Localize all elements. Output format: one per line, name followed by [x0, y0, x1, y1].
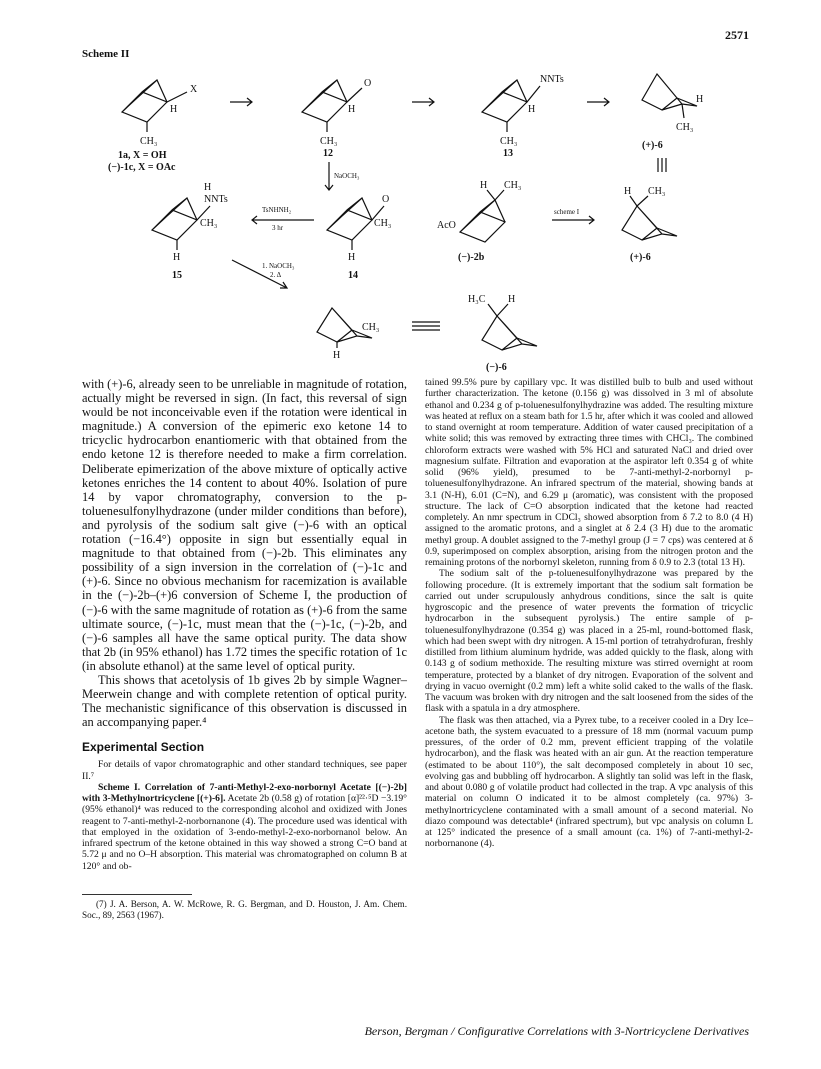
section-title: Experimental Section — [82, 740, 205, 755]
label-o-12: O — [364, 78, 372, 89]
label-o-14: O — [382, 194, 390, 205]
identity-sign-2 — [412, 322, 440, 330]
label-ch3-1: CH₃ — [140, 136, 158, 147]
scheme-svg — [82, 60, 762, 380]
arrow-1 — [230, 98, 252, 106]
arrow-3 — [587, 98, 609, 106]
label-h-14: H — [348, 252, 356, 263]
footnote-rule — [82, 894, 192, 895]
reagent-naoch3: NaOCH₃ — [334, 172, 360, 180]
label-h-6b: H — [624, 186, 632, 197]
label-h-neg6: H — [508, 294, 516, 305]
compound-1a: 1a, X = OH — [118, 150, 167, 161]
label-ch3-15: CH₃ — [200, 218, 218, 229]
right-paragraph-2: The sodium salt of the p-toluenesulfonylhydrazone was prepared by the following procedure. (It is extremely important that the sodium salt formation be carried out under scrupulously anhydrous conditions, since the salt is quite hygroscopic and the presence of water prevents the formation of tricyclic hydrocarbon in the subsequent pyrolysis.) The entire sample of p-toluenesulfonylhydrazone (0.354 g) was placed in a 25-ml, round-bottomed flask, which had been swept with dry nitrogen. A 15-ml portion of tetrahydrofuran, freshly distilled from lithium aluminum hydride, was added quickly to the flask, along with 0.143 g of sodium methoxide. The resulting mixture was stirred overnight at room temperature, protected by a blanket of dry nitrogen. Evaporation of the solvent and drying in vacuo overnight (0.2 mm) left a white solid caked to the walls of the flask. The vacuum was broken with dry nitrogen and the salt loosened from the sides of the flask with a spatula in a dry atmosphere. — [425, 568, 753, 715]
right-paragraph-1: tained 99.5% pure by capillary vpc. It was distilled bulb to bulb and used without further characterization. The ketone (0.156 g) was dissolved in 3 ml of absolute ethanol and 0.234 g of p-toluenesulfonylhydrazine was added. The resulting mixture was heated at reflux on a steam bath for 1.5 hr, after which it was cooled and allowed to stand overnight at room temperature. Addition of water caused precipitation of a white solid; this was removed by extracting three times with CHCl₃. The combined chloroform extracts were washed with 5% HCl and saturated NaCl and dried over magnesium sulfate. Filtration and evaporation at the aspirator left 0.354 g of white solid (96% yield), presumed to be 7-anti-methyl-2-norbornyl p-toluenesulfonylhydrazone. An infrared spectrum of the material, showing bands at 3.1 (N-H), 6.01 (C=N), and 6.29 μ (aromatic), was consistent with the proposed structure. The lack of C=O absorption indicated that the ketone had reacted completely. An nmr spectrum in CDCl₃ showed absorption from δ 7.2 to 8.0 (4 H) assigned to the aromatic protons, and a singlet at δ 2.4 (3 H) due to the aromatic methyl group. A doublet assigned to the 7-methyl group (J = 7 cps) was centered at δ 0.9, superimposed on complex absorption, arising from the nitrogen proton and the remaining protons of the norbornyl skeleton, running from δ 0.9 to 2.3 (total 13 H). — [425, 377, 753, 568]
reagent-3hr: 3 hr — [272, 224, 284, 232]
left-column — [82, 377, 407, 921]
compound-15: 15 — [172, 270, 182, 281]
left-paragraph-2: This shows that acetolysis of 1b gives 2b by simple Wagner–Meerwein change and with complete retention of optical purity. The mechanistic significance of this observation is discussed in an accompanying paper.⁴ — [82, 672, 407, 730]
structure-pos6 — [642, 74, 697, 118]
label-aco: AcO — [437, 220, 456, 231]
arrow-scheme-i — [552, 216, 594, 224]
label-h-15: H — [204, 182, 212, 193]
label-h-product: H — [333, 350, 341, 361]
label-x: X — [190, 84, 198, 95]
label-ch3-13: CH₃ — [500, 136, 518, 147]
reagent-step1: 1. NaOCH₃ — [262, 262, 295, 270]
label-ch3-6b: CH₃ — [648, 186, 666, 197]
compound-12: 12 — [323, 148, 333, 159]
structure-2b — [460, 190, 505, 242]
label-ch3-product: CH₃ — [362, 322, 380, 333]
experimental-paragraph-1: For details of vapor chromatographic and other standard techniques, see paper II.⁷ — [82, 759, 407, 782]
arrow-back — [252, 216, 314, 224]
right-paragraph-3: The flask was then attached, via a Pyrex tube, to a receiver cooled in a Dry Ice–acetone bath, the system evacuated to a pressure of 18 mm (normal vacuum pump pressures, of the order of 0.2 mm, prevent efficient trapping of the volatile hydrocarbon), and the flask was heated with an air gun. At the reaction temperature (estimated to be about 110°), the salt decomposed completely in about 10 sec, evolving gas and bubbling off hydrocarbon. A slightly tan solid was left in the flask, and about 0.080 g of volatile product had collected in the trap. A vpc analysis of this material on column O indicated it to be almost completely (ca. 97%) 3-methylnortricyclene contaminated with a small amount of a second material. No diazo compound was detectable⁴ (infrared spectrum), but vpc analysis on column L at 125° indicated the presence of a small amount (ca. 1%) of 7-anti-methyl-2-norbornanone (4). — [425, 714, 753, 850]
arrow-2 — [412, 98, 434, 106]
compound-pos6: (+)-6 — [642, 140, 663, 151]
compound-neg6: (−)-6 — [486, 362, 507, 373]
label-ch3-2b: CH₃ — [504, 180, 522, 191]
page-number: 2571 — [725, 28, 749, 42]
reagent-step2: 2. Δ — [270, 271, 282, 279]
label-h-6: H — [696, 94, 704, 105]
footnote-7: (7) J. A. Berson, A. W. McRowe, R. G. Bergman, and D. Houston, J. Am. Chem. Soc., 89, 2563 (1967). — [82, 898, 407, 920]
label-h-2b: H — [480, 180, 488, 191]
label-h2-15: H — [173, 252, 181, 263]
label-nnts-15: NNTs — [204, 194, 228, 205]
label-ch3-12: CH₃ — [320, 136, 338, 147]
right-column — [425, 377, 753, 850]
reagent-tsnhnh2: TsNHNH₂ — [262, 206, 292, 214]
label-h3c: H₃C — [468, 294, 486, 305]
experimental-body: Acetate 2b (0.58 g) of rotation [α]²²·⁵D −3.19° (95% ethanol)⁴ was reduced to the corresponding alcohol and oxidized with Jones reagent to 7-anti-methyl-2-norbornanone (4). The procedure used was identical with that employed in the oxidation of 3-endo-methyl-2-exo-norbornanol below. An infrared spectrum of the ketone obtained in this way showed a strong C=O band at 5.72 μ and no O–H absorption. This material was chromatographed on column B at 120° and ob- — [82, 793, 407, 872]
experimental-lead: Scheme I. Correlation of 7-anti-Methyl-2-exo-norbornyl Acetate [(−)-2b] with 3-Methylnortricyclene [(+)-6]. — [82, 781, 407, 805]
compound-1c: (−)-1c, X = OAc — [108, 162, 176, 173]
compound-13: 13 — [503, 148, 513, 159]
structure-pos6-b — [622, 196, 677, 240]
running-footer: Berson, Bergman / Configurative Correlations with 3-Nortricyclene Derivatives — [364, 1024, 749, 1038]
compound-2b: (−)-2b — [458, 252, 485, 263]
label-nnts-13: NNTs — [540, 74, 564, 85]
label-h-1: H — [170, 104, 178, 115]
label-h-12: H — [348, 104, 356, 115]
scheme-label: Scheme II — [82, 48, 130, 60]
identity-sign — [658, 158, 666, 172]
compound-14: 14 — [348, 270, 358, 281]
left-paragraph-1: with (+)-6, already seen to be unreliable in magnitude of rotation, actually might be reversed in sign. (In fact, this reversal of sign would be not inconceivable even if the rotation were identical in magnitude.) A conversion of the epimeric exo ketone 14 to tricyclic hydrocarbon enantiomeric with that obtained from the endo ketone 12 is therefore needed to make a firm correlation. Deliberate epimerization of the above mixture of optically active ketones enriches the 14 content to about 40%. Isolation of pure 14 by vapor chromatography, conversion to the p-toluenesulfonylhydrazone (under milder conditions than before), and pyrolysis of the sodium salt give (−)-6 with an optical rotation (−16.4°) opposite in sign but essentially equal in magnitude to that obtained from (−)-2b. This eliminates any possibility of a sign inversion in the correlation of (−)-1c and (+)-6. Since no obvious mechanism for racemization is available in the (−)-2b–(+)6 conversion of Scheme I, the production of (−)-6 with the same magnitude of rotation as (+)-6 from the same ultimate source, (−)-1c, must mean that the (−)-1c, (−)-2b, and (−)-6 samples all have the same optical purity. The data show that 2b (in 95% ethanol) has 1.72 times the specific rotation of 1c (in absolute ethanol) at the same level of optical purity. — [82, 377, 407, 673]
reaction-scheme — [82, 60, 762, 380]
experimental-paragraph-2 — [82, 782, 407, 872]
reagent-scheme-i: scheme I — [554, 208, 580, 216]
label-ch3-6: CH₃ — [676, 122, 694, 133]
structure-1 — [122, 80, 187, 132]
compound-pos6-b: (+)-6 — [630, 252, 651, 263]
label-ch3-14: CH₃ — [374, 218, 392, 229]
label-h-13: H — [528, 104, 536, 115]
structure-neg6 — [482, 304, 537, 350]
arrow-down — [325, 162, 333, 190]
